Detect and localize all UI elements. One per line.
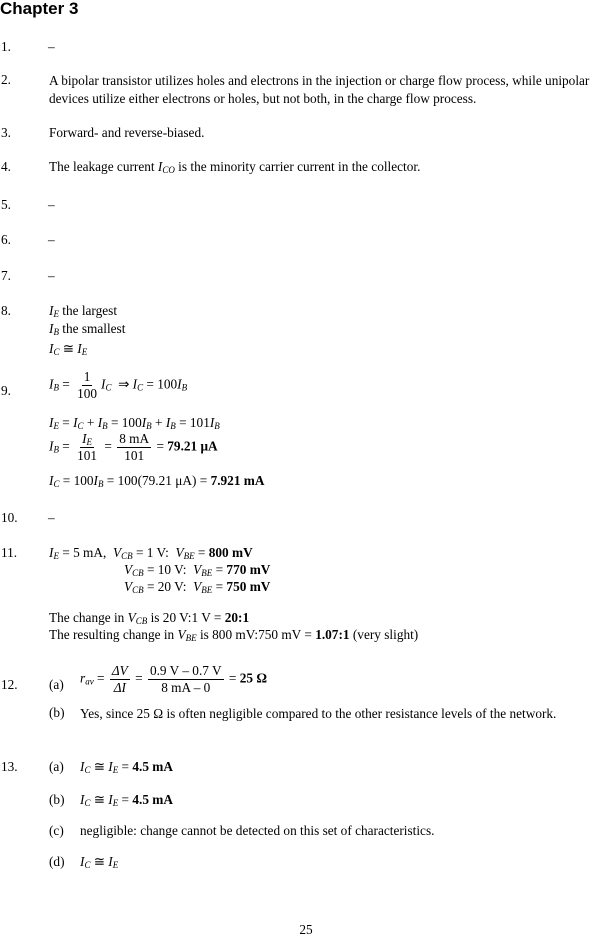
label-c: (c) bbox=[49, 823, 64, 838]
question-number: 8. bbox=[1, 303, 11, 318]
answer-10: – bbox=[48, 510, 55, 525]
question-number: 9. bbox=[1, 383, 11, 398]
answer-11-change1: The change in $V_{CB}$ is 20 V:1 V = 20:1 bbox=[49, 610, 250, 626]
label-b: (b) bbox=[49, 792, 65, 807]
answer-13d: $I_C$ ≅ $I_E$ bbox=[80, 854, 119, 870]
label-b: (b) bbox=[49, 705, 65, 720]
answer-7: – bbox=[48, 268, 55, 283]
question-number: 6. bbox=[1, 232, 11, 247]
answer-6: – bbox=[48, 232, 55, 247]
question-number: 7. bbox=[1, 268, 11, 283]
chapter-title: Chapter 3 bbox=[0, 0, 79, 18]
answer-9-eq4: $I_C = 100I_B = 100(79.21$ μA) = 7.921 mA bbox=[49, 473, 265, 489]
answer-11-line2: $V_{CB} = 10$ V: $V_{BE} = 770$ mV bbox=[124, 562, 271, 578]
answer-9-eq3: $I_B$ = $\frac{I_E}{101}$ = $\frac{8 mA}{101}$ = 79.21 μA bbox=[49, 431, 218, 463]
question-number: 1. bbox=[1, 39, 11, 54]
answer-11-line1: $I_E = 5$ mA, $V_{CB} = 1$ V: $V_{BE} = 800$ mV bbox=[49, 545, 253, 561]
label-a: (a) bbox=[49, 759, 64, 774]
answer-13b: $I_C$ ≅ $I_E = 4.5$ mA bbox=[80, 792, 173, 808]
answer-5: – bbox=[48, 197, 55, 212]
question-number: 5. bbox=[1, 197, 11, 212]
answer-8-line3: $I_C$ ≅ $I_E$ bbox=[49, 341, 88, 357]
question-number: 4. bbox=[1, 159, 11, 174]
answer-9-eq2: $I_E = I_C + I_B = 100I_B + I_B = 101I_B$ bbox=[49, 415, 220, 431]
answer-13a: $I_C$ ≅ $I_E = 4.5$ mA bbox=[80, 759, 173, 775]
label-a: (a) bbox=[49, 677, 64, 692]
answer-4: The leakage current $I_{CO}$ is the minority carrier current in the collector. bbox=[49, 159, 421, 175]
answer-11-change2: The resulting change in $V_{BE}$ is 800 mV:750 mV = 1.07:1 (very slight) bbox=[49, 627, 419, 643]
answer-1: – bbox=[48, 39, 55, 54]
question-number: 2. bbox=[1, 72, 11, 87]
answer-8-line2: $I_B$ the smallest bbox=[49, 321, 126, 337]
answer-12b: Yes, since 25 Ω is often negligible compared to the other resistance levels of the network. bbox=[80, 706, 557, 721]
label-d: (d) bbox=[49, 854, 65, 869]
answer-9-eq1: $I_B$ = $\frac{1}{100}$ $I_C$ ⇒ $I_C = 100I_B$ bbox=[49, 369, 188, 401]
question-number: 3. bbox=[1, 125, 11, 140]
page-number: 25 bbox=[299, 922, 313, 937]
answer-11-line3: $V_{CB} = 20$ V: $V_{BE} = 750$ mV bbox=[124, 579, 271, 595]
question-number: 10. bbox=[1, 510, 18, 525]
question-number: 12. bbox=[1, 677, 18, 692]
answer-3: Forward- and reverse-biased. bbox=[49, 125, 205, 140]
question-number: 11. bbox=[1, 545, 18, 560]
answer-13c: negligible: change cannot be detected on this set of characteristics. bbox=[80, 823, 435, 838]
answer-12a: $r_{av}$ = $\frac{\Delta V}{\Delta I}$ = $\frac{0.9 V - 0.7 V}{8 mA - 0}$ = 25 Ω bbox=[80, 663, 268, 695]
question-number: 13. bbox=[1, 759, 18, 774]
answer-2: A bipolar transistor utilizes holes and electrons in the injection or charge flow process, while unipolar devices utilize either electrons or holes, but not both, in the charge flow process. bbox=[49, 73, 590, 106]
answer-8-line1: $I_E$ the largest bbox=[49, 303, 118, 319]
